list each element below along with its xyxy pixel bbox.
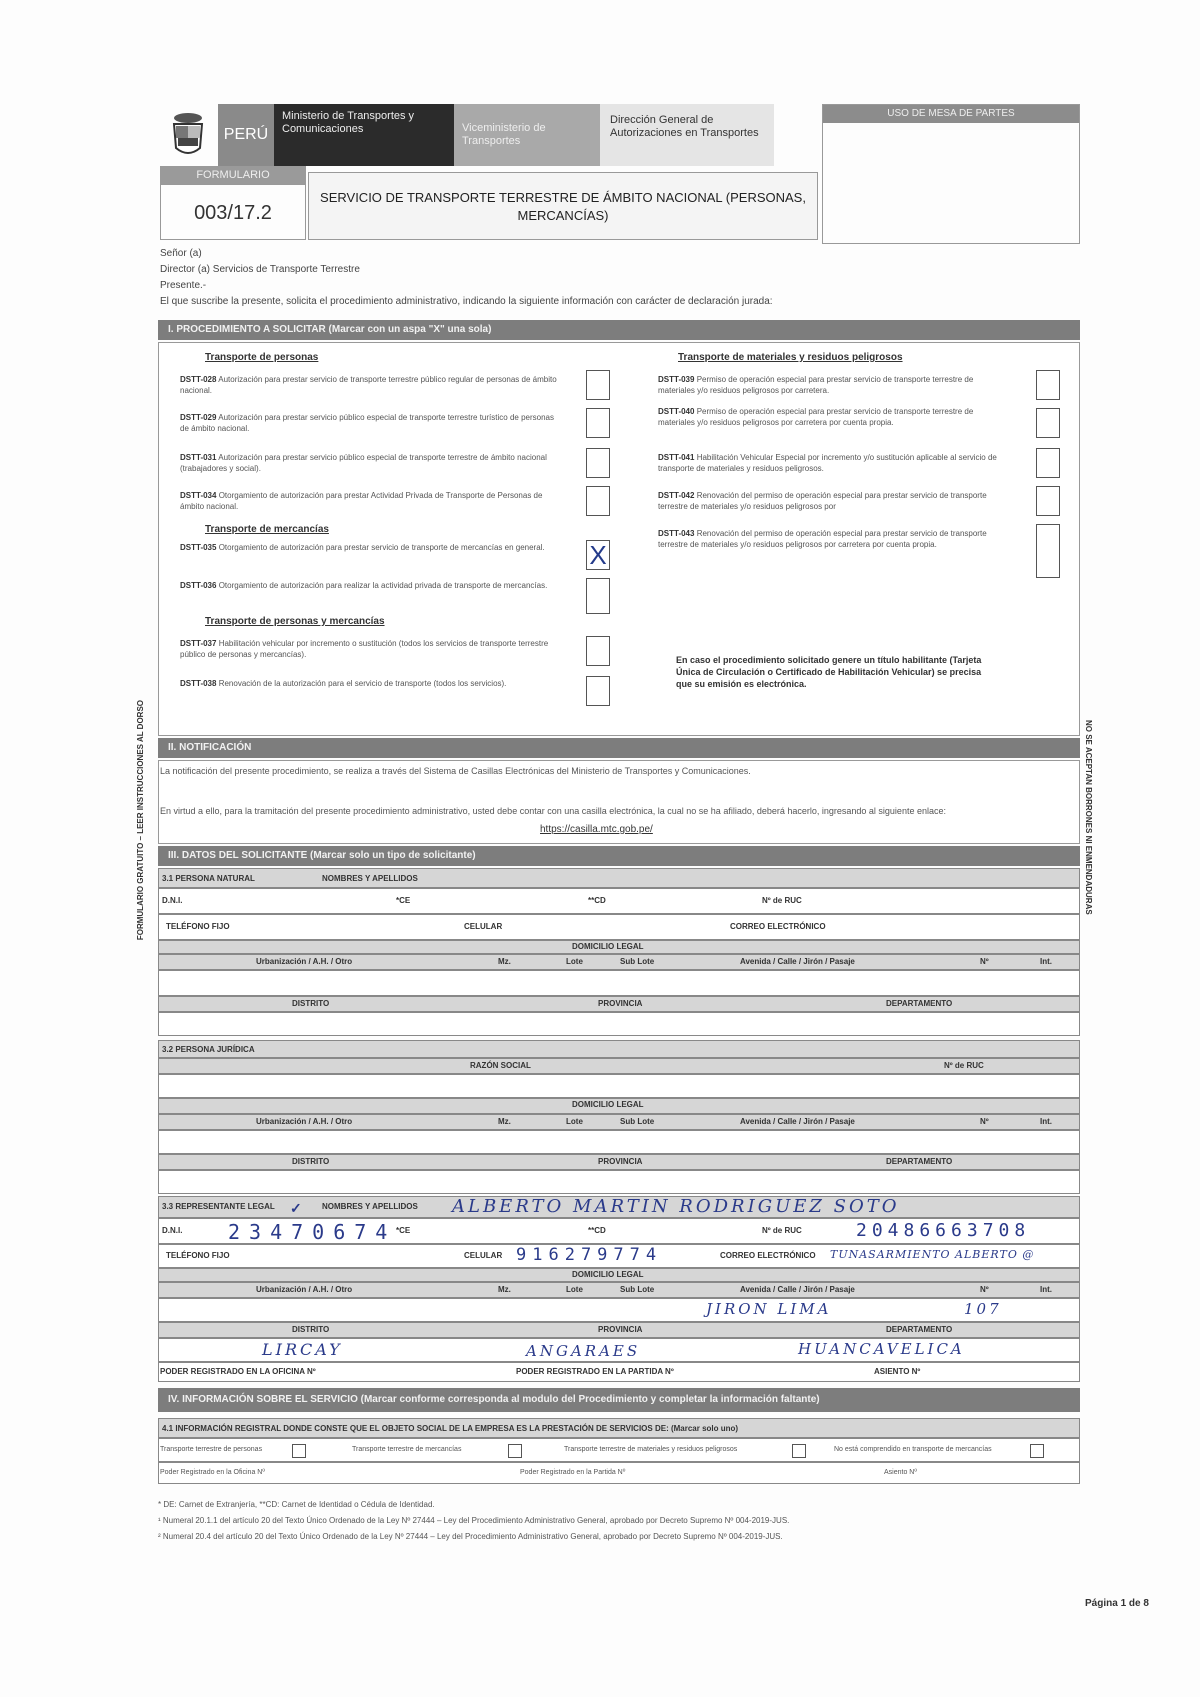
rep-correo-label: CORREO ELECTRÓNICO: [720, 1251, 816, 1260]
opt-peligrosos-label: Transporte terrestre de materiales y residuos peligrosos: [564, 1446, 738, 1453]
section-4-header: IV. INFORMACIÓN SOBRE EL SERVICIO (Marcar conforme corresponda al modulo del Procedimiento y completar la información faltante): [158, 1388, 1080, 1412]
checkbox-dstt-035[interactable]: X: [586, 540, 610, 570]
rep-distrito-value[interactable]: LIRCAY: [262, 1340, 343, 1359]
rep-departamento-value[interactable]: HUANCAVELICA: [798, 1340, 965, 1358]
checkbox-dstt-043[interactable]: [1036, 524, 1060, 578]
javenida-label: Avenida / Calle / Jirón / Pasaje: [740, 1117, 855, 1126]
item-dstt-040: DSTT-040 Permiso de operación especial para prestar servicio de transporte terrestre de materiales y/o residuos peligrosos por carretera por cuenta propia.: [658, 407, 974, 427]
juridica-header-row: [158, 1040, 1080, 1058]
side-left-text: FORMULARIO GRATUITO – LEER INSTRUCCIONES AL DORSO: [136, 700, 145, 941]
opt-peligrosos-checkbox[interactable]: [792, 1444, 806, 1458]
rep-provincia-label: PROVINCIA: [598, 1325, 643, 1334]
registro-partida-label: Poder Registrado en la Partida Nº: [520, 1469, 626, 1476]
rep-celular-label: CELULAR: [464, 1251, 503, 1260]
intro-line-4: El que suscribe la presente, solicita el procedimiento administrativo, indicando la siguiente información con carácter de declaración jurada:: [160, 296, 773, 307]
jaddress-value-row[interactable]: [158, 1130, 1080, 1154]
checkbox-dstt-034[interactable]: [586, 486, 610, 516]
footnote-3: ² Numeral 20.4 del artículo 20 del Texto Único Ordenado de la Ley Nº 27444 – Ley del Procedimiento Administrativo General, aprobado por Decreto Supremo Nº 004-2019-JUS.: [158, 1532, 783, 1541]
mesa-de-partes-box: [822, 104, 1080, 244]
nombres-label: NOMBRES Y APELLIDOS: [322, 874, 418, 883]
provincia-label: PROVINCIA: [598, 999, 643, 1008]
celular-label: CELULAR: [464, 922, 503, 931]
checkbox-dstt-029[interactable]: [586, 408, 610, 438]
opt-personas-checkbox[interactable]: [292, 1444, 306, 1458]
poder-partida-label: PODER REGISTRADO EN LA PARTIDA Nº: [516, 1367, 674, 1376]
rep-label: 3.3 REPRESENTANTE LEGAL: [162, 1202, 275, 1211]
checkbox-dstt-041[interactable]: [1036, 448, 1060, 478]
intro-text: [160, 246, 1060, 310]
rep-correo-value[interactable]: TUNASARMIENTO ALBERTO @: [830, 1248, 1035, 1261]
rep-num-value[interactable]: 107: [964, 1300, 1002, 1318]
jurb-label: Urbanización / A.H. / Otro: [256, 1117, 353, 1126]
ruc-label: Nº de RUC: [762, 896, 802, 905]
opt-mercancias-checkbox[interactable]: [508, 1444, 522, 1458]
mixto-title: Transporte de personas y mercancías: [205, 616, 385, 627]
personas-title: Transporte de personas: [205, 352, 319, 363]
form-title: SERVICIO DE TRANSPORTE TERRESTRE DE ÁMBITO NACIONAL (PERSONAS, MERCANCÍAS): [308, 172, 818, 240]
rep-address-value-row: [158, 1298, 1080, 1322]
section-3-header: III. DATOS DEL SOLICITANTE (Marcar solo un tipo de solicitante): [158, 846, 1080, 866]
section-2-header: II. NOTIFICACIÓN: [158, 738, 1080, 758]
natural-header-row: [158, 868, 1080, 888]
section-1-header: I. PROCEDIMIENTO A SOLICITAR (Marcar con un aspa "X" una sola): [158, 320, 1080, 340]
address-value-row[interactable]: [158, 970, 1080, 996]
rep-urb-label: Urbanización / A.H. / Otro: [256, 1285, 353, 1294]
item-dstt-031: DSTT-031 Autorización para prestar servicio público especial de transporte terrestre de ámbito nacional (trabajadores y social).: [180, 453, 547, 473]
intro-line-2: Director (a) Servicios de Transporte Terrestre: [160, 264, 360, 275]
checkbox-dstt-042[interactable]: [1036, 486, 1060, 516]
jnum-label: Nº: [980, 1117, 989, 1126]
checkbox-dstt-040[interactable]: [1036, 408, 1060, 438]
casilla-link[interactable]: https://casilla.mtc.gob.pe/: [540, 824, 653, 835]
item-dstt-043: DSTT-043 Renovación del permiso de operación especial para prestar servicio de transporte terrestre de materiales y/o residuos peligrosos por carretera por cuenta propia.: [658, 529, 987, 549]
item-dstt-037: DSTT-037 Habilitación vehicular por incremento o sustitución (todos los servicios de transporte terrestre público de personas y mercancías).: [180, 639, 549, 659]
rep-ruc-label: Nº de RUC: [762, 1226, 802, 1235]
item-dstt-041: DSTT-041 Habilitación Vehicular Especial por incremento y/o sustitución aplicable al servicio de transporte de materiales y residuos peligrosos.: [658, 453, 997, 473]
direction-label: Dirección General de Autorizaciones en Transportes: [600, 104, 774, 166]
urb-label: Urbanización / A.H. / Otro: [256, 957, 353, 966]
form-label: FORMULARIO: [160, 166, 306, 184]
item-dstt-036: DSTT-036 Otorgamiento de autorización para realizar la actividad privada de transporte de mercancías.: [180, 581, 548, 590]
jdomicilio-label: DOMICILIO LEGAL: [572, 1100, 644, 1109]
ruc-label-2: Nº de RUC: [944, 1061, 984, 1070]
razon-header-row: [158, 1058, 1080, 1074]
jdepartamento-label: DEPARTAMENTO: [886, 1157, 953, 1166]
sublote-label: Sub Lote: [620, 957, 655, 966]
form-code: 003/17.2: [160, 184, 306, 240]
rep-telefono-label: TELÉFONO FIJO: [166, 1251, 230, 1260]
notification-text-2: En virtud a ello, para la tramitación del presente procedimiento administrativo, usted debe contar con una casilla electrónica, la cual no se ha afiliado, deberá hacerlo, ingresando al siguiente enlace:: [160, 806, 946, 816]
vice-ministry-label: Viceministerio de Transportes: [454, 104, 600, 166]
natural-id-row: [158, 888, 1080, 914]
rep-celular-value[interactable]: 916279774: [516, 1245, 663, 1265]
notification-text-1: La notificación del presente procedimiento, se realiza a través del Sistema de Casillas Electrónicas del Ministerio de Transportes y Comunicaciones.: [160, 766, 751, 776]
location-value-row[interactable]: [158, 1012, 1080, 1036]
peligrosos-title: Transporte de materiales y residuos peligrosos: [678, 352, 903, 363]
rep-cd-label: **CD: [588, 1226, 606, 1235]
header-banner: [158, 104, 774, 166]
item-dstt-034: DSTT-034 Otorgamiento de autorización para prestar Actividad Privada de Transporte de Personas de ámbito nacional.: [180, 491, 543, 511]
item-dstt-039: DSTT-039 Permiso de operación especial para prestar servicio de transporte terrestre de materiales y/o residuos peligrosos por carretera.: [658, 375, 974, 395]
jlocation-value-row[interactable]: [158, 1170, 1080, 1194]
rep-avenida-label: Avenida / Calle / Jirón / Pasaje: [740, 1285, 855, 1294]
registro-oficina-label: Poder Registrado en la Oficina Nº: [160, 1469, 265, 1476]
registro-asiento-label: Asiento Nº: [884, 1469, 917, 1476]
rep-domicilio-label: DOMICILIO LEGAL: [572, 1270, 644, 1279]
rep-int-label: Int.: [1040, 1285, 1052, 1294]
opt-personas-label: Transporte terrestre de personas: [160, 1446, 263, 1453]
rep-ruc-value[interactable]: 20486663708: [856, 1220, 1031, 1241]
country-label: PERÚ: [218, 104, 274, 166]
rep-departamento-label: DEPARTAMENTO: [886, 1325, 953, 1334]
int-label: Int.: [1040, 957, 1052, 966]
asiento-label: ASIENTO Nº: [874, 1367, 921, 1376]
natural-contact-row: [158, 914, 1080, 940]
footnote-1: * DE: Carnet de Extranjería, **CD: Carnet de Identidad o Cédula de Identidad.: [158, 1500, 435, 1509]
rep-dni-label: D.N.I.: [162, 1226, 183, 1235]
checkbox-dstt-031[interactable]: [586, 448, 610, 478]
poder-oficina-label: PODER REGISTRADO EN LA OFICINA Nº: [160, 1367, 316, 1376]
checkbox-dstt-038[interactable]: [586, 676, 610, 706]
razon-label: RAZÓN SOCIAL: [470, 1061, 531, 1070]
checkbox-dstt-037[interactable]: [586, 636, 610, 666]
ministry-label: Ministerio de Transportes y Comunicaciones: [274, 104, 454, 166]
item-dstt-035: DSTT-035 Otorgamiento de autorización para prestar servicio de transporte de mercancías en general.: [180, 543, 545, 552]
page-number: Página 1 de 8: [1085, 1598, 1149, 1609]
jmz-label: Mz.: [498, 1117, 511, 1126]
rep-lote-label: Lote: [566, 1285, 583, 1294]
coat-of-arms-icon: [158, 104, 218, 166]
item-dstt-038: DSTT-038 Renovación de la autorización para el servicio de transporte (todos los servicios).: [180, 679, 507, 688]
correo-label: CORREO ELECTRÓNICO: [730, 922, 826, 931]
jdistrito-label: DISTRITO: [292, 1157, 330, 1166]
rep-sublote-label: Sub Lote: [620, 1285, 655, 1294]
mercancias-title: Transporte de mercancías: [205, 524, 329, 535]
natural-label: 3.1 PERSONA NATURAL: [162, 874, 255, 883]
intro-line-3: Presente.-: [160, 280, 207, 291]
item-dstt-042: DSTT-042 Renovación del permiso de operación especial para prestar servicio de transporte terrestre de materiales y/o residuos peligrosos por: [658, 491, 987, 511]
rep-num-label: Nº: [980, 1285, 989, 1294]
dni-label: D.N.I.: [162, 896, 183, 905]
checkbox-dstt-036[interactable]: [586, 578, 610, 614]
avenida-label: Avenida / Calle / Jirón / Pasaje: [740, 957, 855, 966]
opt-none-checkbox[interactable]: [1030, 1444, 1044, 1458]
item-dstt-029: DSTT-029 Autorización para prestar servicio público especial de transporte terrestre turístico de personas de ámbito nacional.: [180, 413, 554, 433]
domicilio-label: DOMICILIO LEGAL: [572, 942, 644, 951]
rep-name-value[interactable]: ALBERTO MARTIN RODRIGUEZ SOTO: [452, 1196, 900, 1217]
intro-line-1: Señor (a): [160, 248, 202, 259]
checkbox-dstt-039[interactable]: [1036, 370, 1060, 400]
rep-ce-label: *CE: [396, 1226, 411, 1235]
distrito-label: DISTRITO: [292, 999, 330, 1008]
rep-avenida-value[interactable]: JIRON LIMA: [706, 1300, 832, 1318]
jsublote-label: Sub Lote: [620, 1117, 655, 1126]
mz-label: Mz.: [498, 957, 511, 966]
rep-dni-value[interactable]: 23470674: [228, 1220, 397, 1244]
rep-mz-label: Mz.: [498, 1285, 511, 1294]
rep-provincia-value[interactable]: ANGARAES: [526, 1342, 641, 1360]
lote-label: Lote: [566, 957, 583, 966]
telefono-label: TELÉFONO FIJO: [166, 922, 230, 931]
section-4-sub-title: 4.1 INFORMACIÓN REGISTRAL DONDE CONSTE QUE EL OBJETO SOCIAL DE LA EMPRESA ES LA PRESTACIÓN DE SERVICIOS DE: (Marcar solo uno): [162, 1424, 739, 1433]
razon-value-row[interactable]: [158, 1074, 1080, 1098]
footnote-2: ¹ Numeral 20.1.1 del artículo 20 del Texto Único Ordenado de la Ley Nº 27444 – Ley del Procedimiento Administrativo General, aprobado por Decreto Supremo Nº 004-2019-JUS.: [158, 1516, 790, 1525]
opt-mercancias-label: Transporte terrestre de mercancías: [352, 1446, 462, 1453]
cd-label: **CD: [588, 896, 606, 905]
electronic-note: En caso el procedimiento solicitado genere un título habilitante (Tarjeta Única de Circulación o Certificado de Habilitación Vehicular) se precisa que su emisión es electrónica.: [676, 655, 982, 689]
mesa-label: USO DE MESA DE PARTES: [823, 105, 1079, 123]
item-dstt-028: DSTT-028 Autorización para prestar servicio de transporte terrestre público regular de personas de ámbito nacional.: [180, 375, 557, 395]
rep-distrito-label: DISTRITO: [292, 1325, 330, 1334]
jint-label: Int.: [1040, 1117, 1052, 1126]
jlote-label: Lote: [566, 1117, 583, 1126]
num-label: Nº: [980, 957, 989, 966]
rep-check-mark[interactable]: ✓: [290, 1200, 302, 1216]
checkbox-dstt-028[interactable]: [586, 370, 610, 400]
departamento-label: DEPARTAMENTO: [886, 999, 953, 1008]
ce-label: *CE: [396, 896, 411, 905]
jprovincia-label: PROVINCIA: [598, 1157, 643, 1166]
opt-none-label: No está comprendido en transporte de mercancías: [834, 1446, 992, 1453]
juridica-label: 3.2 PERSONA JURÍDICA: [162, 1045, 255, 1054]
side-right-text: NO SE ACEPTAN BORRONES NI ENMENDADURAS: [1084, 720, 1093, 915]
rep-nombres-label: NOMBRES Y APELLIDOS: [322, 1202, 418, 1211]
